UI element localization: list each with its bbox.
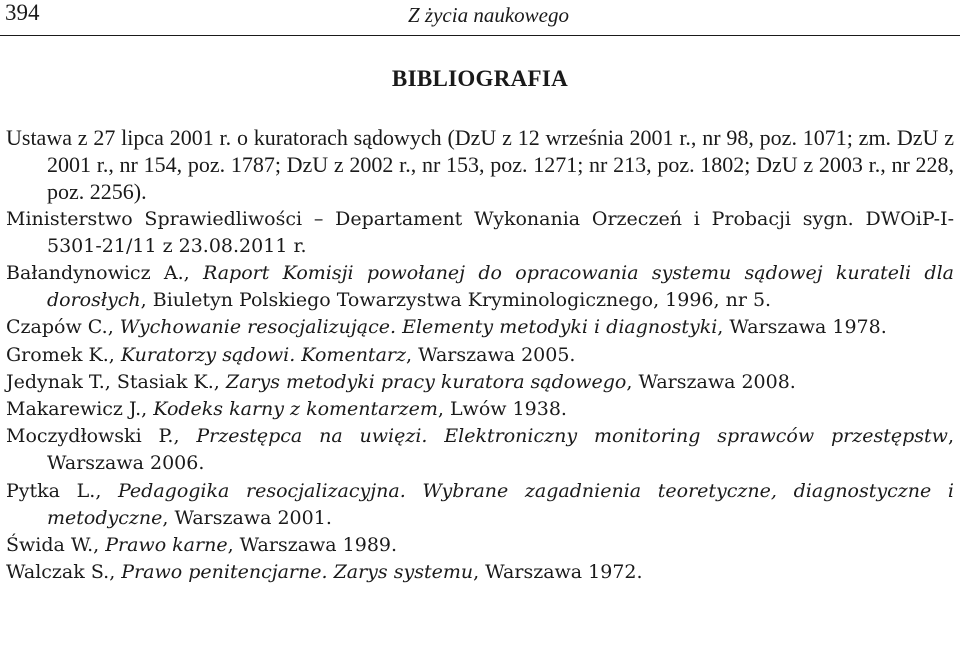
page-header (0, 0, 960, 36)
bibliography-entry (6, 559, 954, 586)
entry-separator: , (109, 561, 122, 584)
entry-publication: , Lwów 1938. (437, 398, 567, 421)
entry-separator: , (95, 479, 118, 502)
entry-publication: , Warszawa 2008. (626, 370, 796, 393)
entry-publication: , Warszawa 1978. (717, 316, 887, 339)
entry-text: Ministerstwo Sprawiedliwości – Departament Wykonania Orzeczeń i Probacji sygn. DWOiP-I-5301-21/11 z 23.08.2011 r. (6, 207, 954, 257)
entry-separator: , (93, 534, 106, 557)
bibliography-entry (6, 124, 954, 206)
bibliography-entry (6, 396, 954, 423)
entry-publication: , Warszawa 1972. (473, 561, 643, 584)
bibliography-entry (6, 314, 954, 341)
section-title: BIBLIOGRAFIA (391, 66, 569, 91)
bibliography-entry (6, 206, 954, 260)
entry-separator: , (141, 398, 154, 421)
entry-title: Prawo karne (105, 534, 228, 557)
bibliography-entry (6, 260, 954, 314)
entry-title: Pedagogika resocjalizacyjna. Wybrane zagadnienia teoretyczne, diagnostyczne i metodyczne (47, 479, 954, 529)
entry-author: Świda W. (6, 534, 94, 557)
entry-title: Prawo penitencjarne. Zarys systemu (121, 561, 474, 584)
entry-separator: , (173, 425, 197, 448)
entry-separator: , (183, 262, 203, 285)
entry-separator: , (213, 370, 226, 393)
entry-author: Walczak S. (6, 561, 110, 584)
entry-author: Gromek K. (6, 343, 109, 366)
entry-author: Pytka L. (6, 479, 96, 502)
entry-author: Makarewicz J. (6, 398, 142, 421)
entry-publication: , Warszawa 2006. (47, 425, 954, 475)
entry-publication: , Warszawa 2001. (162, 506, 332, 529)
entry-author: Jedynak T., Stasiak K. (6, 370, 214, 393)
bibliography-list (6, 124, 954, 586)
entry-text: Ustawa z 27 lipca 2001 r. o kuratorach sądowych (DzU z 12 września 2001 r., nr 98, poz. 1071; zm. DzU z 2001 r., nr 154, poz. 1787; DzU z 2002 r., nr 153, poz. 1271; nr 213, poz. 1802; DzU z 2003 r., nr 228, poz. 2256). (6, 125, 954, 205)
bibliography-entry (6, 423, 954, 477)
entry-title: Raport Komisji powołanej do opracowania systemu sądowej kurateli dla dorosłych (47, 262, 954, 312)
bibliography-entry (6, 478, 954, 532)
entry-author: Moczydłowski P. (6, 425, 174, 448)
entry-separator: , (108, 343, 121, 366)
entry-title: Zarys metodyki pracy kuratora sądowego (225, 370, 627, 393)
entry-title: Przestępca na uwięzi. Elektroniczny monitoring sprawców przestępstw (196, 425, 948, 448)
bibliography-entry (6, 369, 954, 396)
entry-publication: , Biuletyn Polskiego Towarzystwa Kryminologicznego, 1996, nr 5. (140, 289, 772, 312)
page-number: 394 (5, 0, 40, 25)
running-title: Z życia naukowego (408, 3, 569, 27)
entry-author: Czapów C. (6, 316, 108, 339)
entry-title: Kuratorzy sądowi. Komentarz (120, 343, 406, 366)
entry-publication: , Warszawa 1989. (227, 534, 398, 557)
bibliography-entry (6, 532, 954, 559)
entry-separator: , (107, 316, 120, 339)
entry-title: Kodeks karny z komentarzem (153, 398, 438, 421)
entry-author: Bałandynowicz A. (6, 262, 184, 285)
bibliography-entry (6, 342, 954, 369)
entry-title: Wychowanie resocjalizujące. Elementy metodyki i diagnostyki (119, 316, 718, 339)
entry-publication: , Warszawa 2005. (405, 343, 576, 366)
